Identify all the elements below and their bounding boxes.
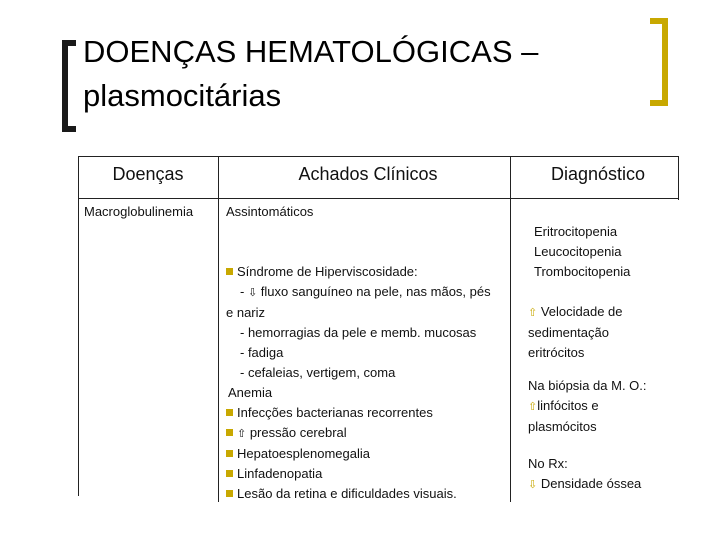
up-arrow-icon: ⇧ (237, 428, 247, 440)
finding-asymptomatic: Assintomáticos (226, 204, 314, 219)
finding-hepato-text: Hepatoesplenomegalia (237, 446, 370, 461)
diagnosis-vhs-line-3: eritrócitos (528, 345, 585, 360)
slide-title-line-1: DOENÇAS HEMATOLÓGICAS – (83, 34, 539, 69)
finding-infections-text: Infecções bacterianas recorrentes (237, 405, 433, 420)
diagnosis-biopsy-line-3: plasmócitos (528, 419, 597, 434)
bullet-icon (226, 429, 233, 436)
diagnosis-trombo: Trombocitopenia (534, 264, 631, 279)
diagnosis-vhs-line-1 (528, 302, 698, 323)
finding-flow (226, 282, 516, 303)
down-arrow-icon: ⇩ (528, 479, 538, 491)
finding-lymph-text: Linfadenopatia (237, 466, 323, 481)
diagnosis-vhs-text: Velocidade de (537, 304, 623, 319)
finding-flow-cont: e nariz (226, 305, 266, 320)
diagnosis-cytopenias (534, 222, 704, 282)
diagnosis-biopsy (528, 376, 698, 437)
title-bracket-right (650, 18, 668, 106)
diagnosis-vhs (528, 302, 698, 363)
finding-hyperviscosity-text: Síndrome de Hiperviscosidade: (237, 264, 418, 279)
title-bracket-left (62, 40, 76, 132)
spacer (226, 222, 516, 262)
finding-retina-text: Lesão da retina e dificuldades visuais. (237, 486, 457, 501)
diagnosis-header-rule (510, 198, 678, 199)
finding-anemia: Anemia (228, 385, 273, 400)
bullet-icon (226, 450, 233, 457)
table-header-rule (78, 198, 510, 199)
diagnosis-biopsy-text: linfócitos e (537, 398, 599, 413)
diagnosis-vhs-line-2: sedimentação (528, 325, 609, 340)
finding-flow-dash: - (240, 284, 248, 299)
clinical-findings (226, 202, 516, 504)
header-achados-clinicos: Achados Clínicos (298, 164, 438, 184)
finding-flow-text: fluxo sanguíneo na pele, nas mãos, pés (257, 284, 491, 299)
header-doencas: Doenças (112, 164, 184, 184)
header-diagnostico: Diagnóstico (550, 164, 646, 184)
finding-pressure-text: pressão cerebral (246, 425, 347, 440)
disease-name: Macroglobulinemia (84, 204, 194, 219)
finding-hepato (226, 444, 516, 464)
diagnosis-rx-text: Densidade óssea (537, 476, 642, 491)
up-arrow-icon: ⇧ (528, 307, 538, 319)
finding-retina (226, 484, 516, 504)
slide-title-line-2: plasmocitárias (83, 78, 282, 113)
diagnosis-leuco: Leucocitopenia (534, 244, 622, 259)
diagnosis-rx (528, 454, 698, 495)
bullet-icon (226, 490, 233, 497)
finding-hyperviscosity (226, 262, 516, 282)
diagnosis-biopsy-line-2 (528, 396, 698, 417)
finding-headache: - cefaleias, vertigem, coma (240, 365, 396, 380)
down-arrow-icon: ⇩ (247, 287, 258, 299)
table-column-rule-1 (218, 156, 219, 502)
diagnosis-rx-line-1: No Rx: (528, 456, 568, 471)
diagnosis-eritro: Eritrocitopenia (534, 224, 618, 239)
slide-title (83, 30, 643, 118)
finding-infections (226, 403, 516, 423)
finding-fatigue: - fadiga (240, 345, 284, 360)
diagnosis-rx-line-2 (528, 474, 698, 495)
bullet-icon (226, 268, 233, 275)
finding-pressure (226, 423, 516, 444)
up-arrow-icon: ⇧ (528, 401, 538, 413)
finding-lymph (226, 464, 516, 484)
diagnosis-header-top-rule (510, 156, 678, 157)
finding-hemorrhage: - hemorragias da pele e memb. mucosas (240, 325, 477, 340)
bullet-icon (226, 409, 233, 416)
bullet-icon (226, 470, 233, 477)
diagnosis-biopsy-line-1: Na biópsia da M. O.: (528, 378, 647, 393)
